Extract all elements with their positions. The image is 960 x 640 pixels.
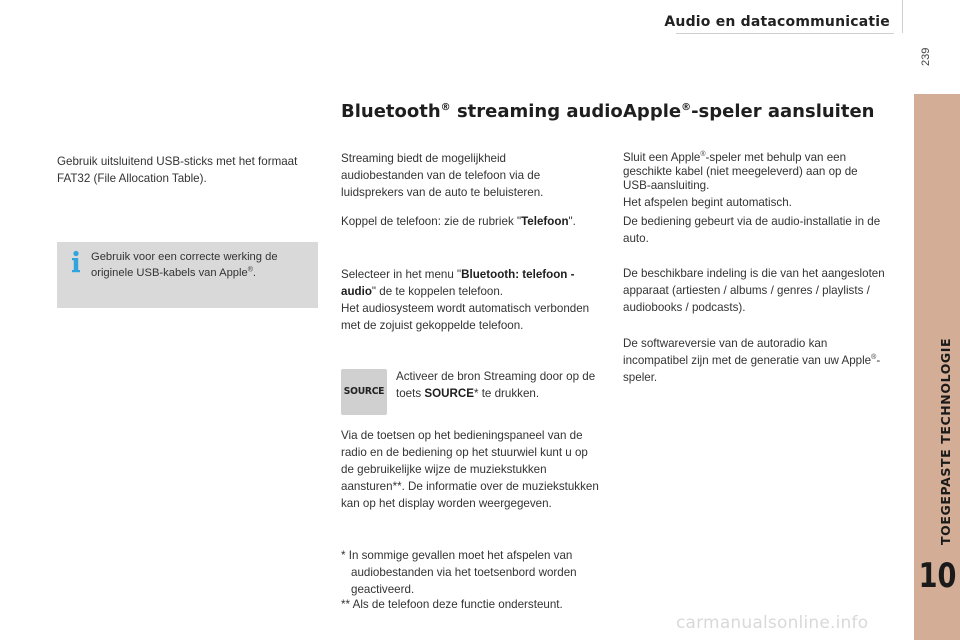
info-note-text: Gebruik voor een correcte werking de originele USB-kabels van Apple®.: [91, 251, 278, 279]
usb-format-text: Gebruik uitsluitend USB-sticks met het formaat FAT32 (File Allocation Table).: [57, 155, 298, 185]
bluetooth-section-title: Bluetooth® streaming audio: [341, 101, 623, 122]
bluetooth-activate-text: Activeer de bron Streaming door op de toets SOURCE* te drukken.: [396, 370, 596, 400]
chapter-number: 10: [918, 556, 957, 596]
header-rule: [676, 33, 894, 34]
source-key-label: SOURCE: [343, 386, 385, 397]
info-note-box: [57, 242, 318, 308]
apple-autoplay-text: Het afspelen begint automatisch.: [623, 196, 792, 209]
footnote-1: * In sommige gevallen moet het afspelen van audiobestanden via het toetsenbord worden geactiveerd.: [341, 549, 577, 596]
footnote-2: ** Als de telefoon deze functie ondersteunt.: [341, 598, 563, 611]
bluetooth-controls-text: Via de toetsen op het bedieningspaneel van de radio en de bediening op het stuurwiel kunt u op de gebruikelijke wijze de muziekstukken aansturen**. De informatie over de muziekstukken kan op het display worden weergegeven.: [341, 429, 599, 510]
apple-control-text: De bediening gebeurt via de audio-installatie in de auto.: [623, 215, 881, 245]
page-number: 239: [920, 47, 932, 66]
header-divider: [902, 0, 903, 33]
apple-layout-text: De beschikbare indeling is die van het aangesloten apparaat (artiesten / albums / genres / playlists / audiobooks / podcasts).: [623, 267, 885, 314]
bluetooth-intro: Streaming biedt de mogelijkheid audiobestanden van de telefoon via de luidsprekers van de auto te beluisteren.: [341, 152, 544, 199]
apple-connect-text: Sluit een Apple®-speler met behulp van een geschikte kabel (niet meegeleverd) aan op de USB-aansluiting.: [623, 151, 858, 192]
apple-section-title: Apple®-speler aansluiten: [623, 101, 875, 122]
apple-software-text: De softwareversie van de autoradio kan incompatibel zijn met de generatie van uw Apple®-speler.: [623, 337, 881, 384]
bluetooth-select-text: Selecteer in het menu "Bluetooth: telefoon - audio" de te koppelen telefoon. Het audiosysteem wordt automatisch verbonden met de zojuist gekoppelde telefoon.: [341, 268, 590, 332]
running-header-title: Audio en datacommunicatie: [664, 14, 890, 30]
source-key-image: [341, 369, 387, 415]
chapter-label: TOEGEPASTE TECHNOLOGIE: [938, 337, 953, 545]
info-icon: [69, 250, 83, 274]
bluetooth-pair-text: Koppel de telefoon: zie de rubriek "Telefoon".: [341, 215, 576, 228]
watermark: carmanualsonline.info: [676, 613, 869, 633]
